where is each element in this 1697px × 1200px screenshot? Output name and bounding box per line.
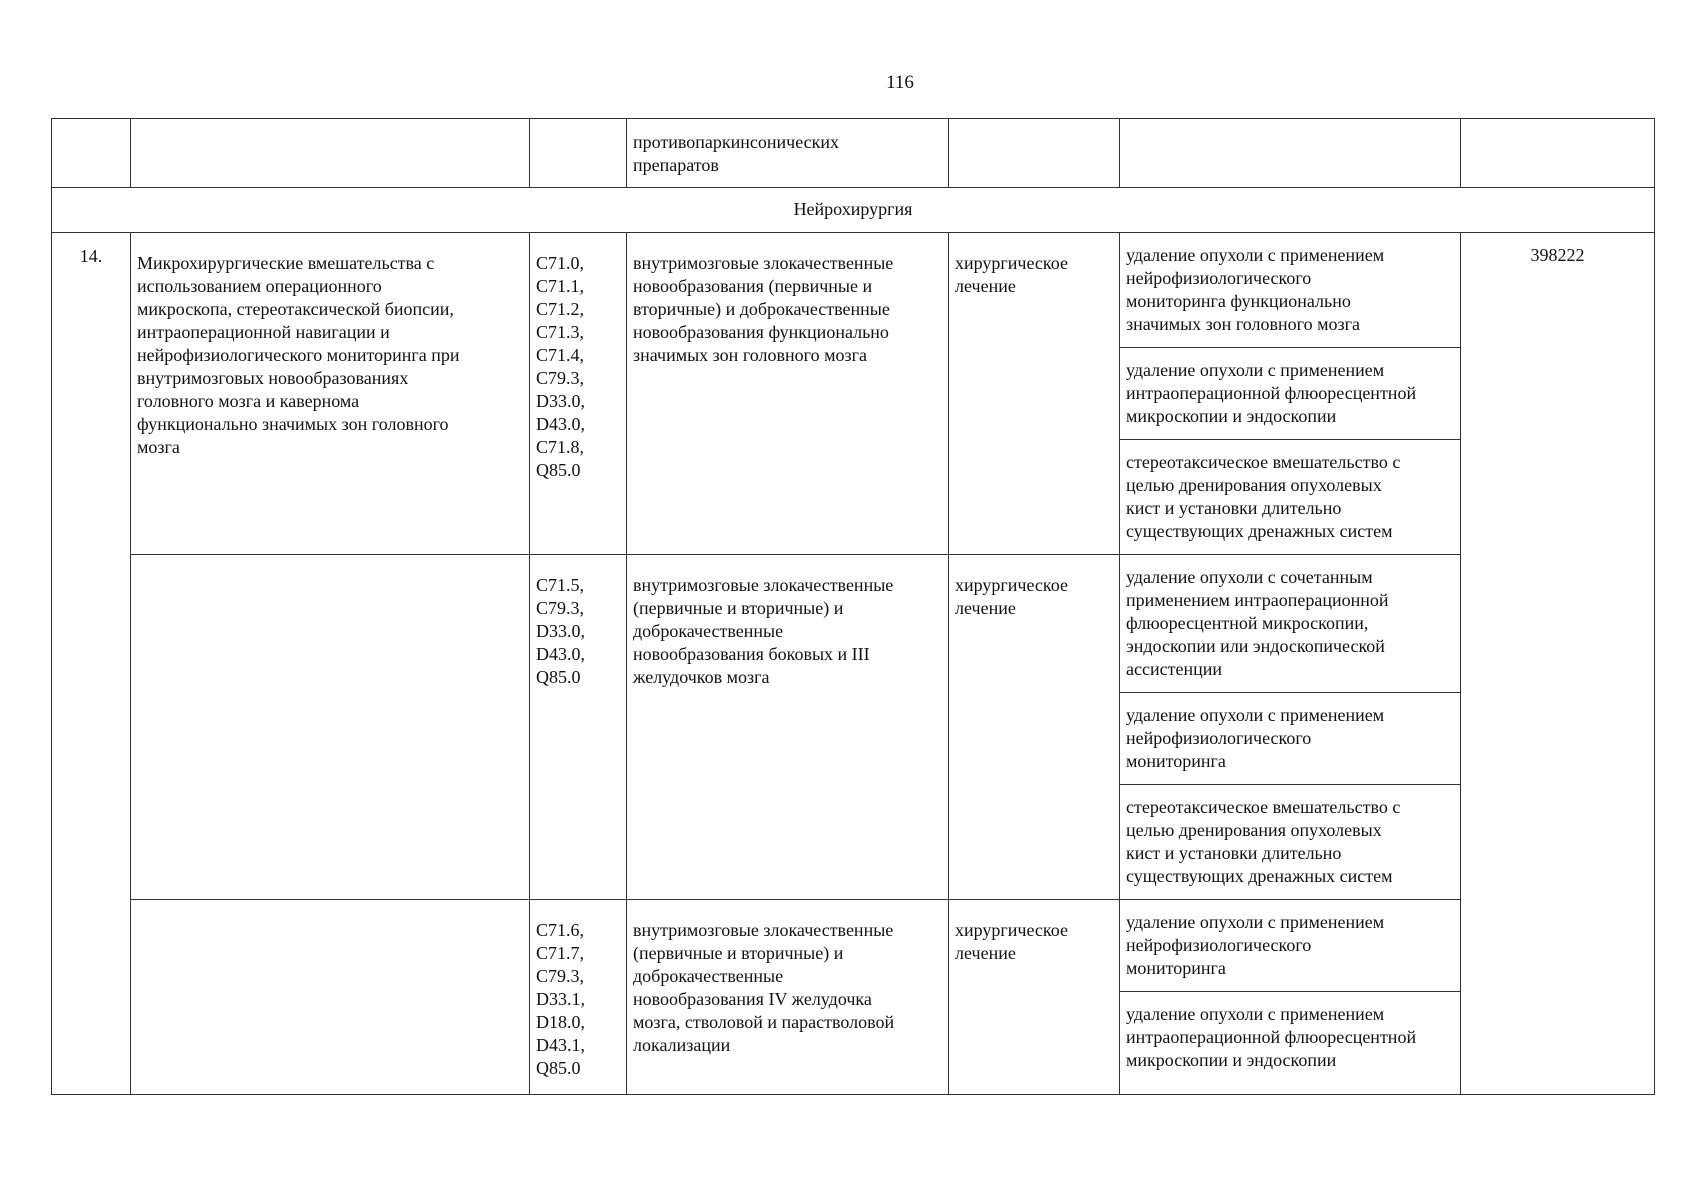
text-line: удаление опухоли с применением — [1126, 360, 1385, 380]
text-line: лечение — [955, 943, 1016, 963]
text-line: мозга, стволовой и парастволовой — [633, 1012, 895, 1032]
text-line: головного мозга и кавернома — [137, 391, 360, 411]
codes-cell — [530, 555, 627, 900]
disease-cell — [627, 119, 949, 188]
code-line: D43.1, — [536, 1035, 585, 1055]
text-line: интраоперационной флюоресцентной — [1126, 1027, 1417, 1047]
text-line: интраоперационной навигации и — [137, 322, 390, 342]
text-line: мозга — [137, 437, 180, 457]
cell-empty — [52, 119, 131, 188]
text-line: микроскопа, стереотаксической биопсии, — [137, 299, 454, 319]
code-line: D43.0, — [536, 414, 585, 434]
method-cell — [1120, 233, 1461, 348]
code-line: C71.2, — [536, 299, 585, 319]
code-line: D43.0, — [536, 644, 585, 664]
method-cell — [1120, 348, 1461, 440]
code-line: D33.0, — [536, 621, 585, 641]
text-line: целью дренирования опухолевых — [1126, 475, 1382, 495]
method-cell — [1120, 785, 1461, 900]
disease-cell — [627, 233, 949, 555]
code-line: D18.0, — [536, 1012, 585, 1032]
group-title-cell — [131, 900, 530, 1095]
text-line: новообразования (первичные и — [633, 276, 873, 296]
group-title-cell — [131, 555, 530, 900]
section-row — [52, 188, 1655, 233]
method-cell — [1120, 693, 1461, 785]
treatment-cell — [949, 233, 1120, 555]
text-line: лечение — [955, 276, 1016, 296]
section-title: Нейрохирургия — [52, 188, 1655, 233]
treatment-cell — [949, 555, 1120, 900]
code-line: C71.8, — [536, 437, 585, 457]
text-line: стереотаксическое вмешательство с — [1126, 797, 1401, 817]
codes-cell — [530, 900, 627, 1095]
text-line: существующих дренажных систем — [1126, 521, 1393, 541]
text-line: Микрохирургические вмешательства с — [137, 253, 435, 273]
text-line: удаление опухоли с сочетанным — [1126, 567, 1373, 587]
text-line: микроскопии и эндоскопии — [1126, 1050, 1337, 1070]
cell-empty — [131, 119, 530, 188]
text-line: новообразования функционально — [633, 322, 889, 342]
method-cell — [1120, 555, 1461, 693]
text-line: кист и установки длительно — [1126, 498, 1342, 518]
text-line: вторичные) и доброкачественные — [633, 299, 890, 319]
text-line: новообразования IV желудочка — [633, 989, 872, 1009]
cell-empty — [1461, 119, 1655, 188]
text-line: хирургическое — [955, 920, 1068, 940]
text-line: мониторинга — [1126, 958, 1226, 978]
text-line: нейрофизиологического мониторинга при — [137, 345, 460, 365]
method-cell — [1120, 440, 1461, 555]
code-line: C71.1, — [536, 276, 585, 296]
continuation-row — [52, 119, 1655, 188]
text-line: нейрофизиологического — [1126, 935, 1312, 955]
code-line: C79.3, — [536, 598, 585, 618]
text-line: существующих дренажных систем — [1126, 866, 1393, 886]
text-line: хирургическое — [955, 575, 1068, 595]
text-line: мониторинга функционально — [1126, 291, 1351, 311]
text-line: (первичные и вторичные) и — [633, 598, 844, 618]
code-line: D33.1, — [536, 989, 585, 1009]
table-row — [52, 233, 1655, 348]
code-line: Q85.0 — [536, 1058, 581, 1078]
text-line: микроскопии и эндоскопии — [1126, 406, 1337, 426]
text-line: внутримозговые злокачественные — [633, 920, 894, 940]
text-line: новообразования боковых и III — [633, 644, 870, 664]
text-line: значимых зон головного мозга — [1126, 314, 1360, 334]
text-line: мониторинга — [1126, 751, 1226, 771]
text-line: эндоскопии или эндоскопической — [1126, 636, 1385, 656]
method-cell — [1120, 992, 1461, 1095]
medical-care-table — [51, 118, 1655, 1095]
codes-cell — [530, 233, 627, 555]
text-line: стереотаксическое вмешательство с — [1126, 452, 1401, 472]
code-line: C79.3, — [536, 368, 585, 388]
code-line: C79.3, — [536, 966, 585, 986]
text-line: внутримозговых новообразованиях — [137, 368, 409, 388]
text-line: функционально значимых зон головного — [137, 414, 449, 434]
text-line: ассистенции — [1126, 659, 1222, 679]
text-line: лечение — [955, 598, 1016, 618]
text-line: внутримозговые злокачественные — [633, 575, 894, 595]
code-line: D33.0, — [536, 391, 585, 411]
text-line: доброкачественные — [633, 621, 784, 641]
method-cell — [1120, 900, 1461, 992]
group-number: 14. — [52, 233, 131, 1095]
text-line: применением интраоперационной — [1126, 590, 1389, 610]
text-line: использованием операционного — [137, 276, 382, 296]
code-line: C71.6, — [536, 920, 585, 940]
code-line: C71.0, — [536, 253, 585, 273]
text-line: удаление опухоли с применением — [1126, 705, 1385, 725]
treatment-cell — [949, 900, 1120, 1095]
disease-cell — [627, 900, 949, 1095]
text-line: (первичные и вторичные) и — [633, 943, 844, 963]
code-line: C71.3, — [536, 322, 585, 342]
table-row — [52, 555, 1655, 693]
page-number: 116 — [886, 72, 914, 93]
text-line: нейрофизиологического — [1126, 268, 1312, 288]
text-line: удаление опухоли с применением — [1126, 245, 1385, 265]
code-line: C71.5, — [536, 575, 585, 595]
table-row — [52, 900, 1655, 992]
text-line: целью дренирования опухолевых — [1126, 820, 1382, 840]
text-line: удаление опухоли с применением — [1126, 1004, 1385, 1024]
text-line: хирургическое — [955, 253, 1068, 273]
cell-empty — [530, 119, 627, 188]
text-line: удаление опухоли с применением — [1126, 912, 1385, 932]
cell-empty — [1120, 119, 1461, 188]
text-line: препаратов — [633, 155, 719, 175]
disease-cell — [627, 555, 949, 900]
code-line: C71.4, — [536, 345, 585, 365]
text-line: противопаркинсонических — [633, 132, 840, 152]
text-line: внутримозговые злокачественные — [633, 253, 894, 273]
text-line: флюоресцентной микроскопии, — [1126, 613, 1369, 633]
text-line: интраоперационной флюоресцентной — [1126, 383, 1417, 403]
cost-value: 398222 — [1461, 233, 1655, 1095]
text-line: доброкачественные — [633, 966, 784, 986]
code-line: C71.7, — [536, 943, 585, 963]
cell-empty — [949, 119, 1120, 188]
text-line: локализации — [633, 1035, 731, 1055]
code-line: Q85.0 — [536, 667, 581, 687]
code-line: Q85.0 — [536, 460, 581, 480]
group-title-cell — [131, 233, 530, 555]
text-line: нейрофизиологического — [1126, 728, 1312, 748]
text-line: значимых зон головного мозга — [633, 345, 867, 365]
text-line: кист и установки длительно — [1126, 843, 1342, 863]
text-line: желудочков мозга — [633, 667, 770, 687]
